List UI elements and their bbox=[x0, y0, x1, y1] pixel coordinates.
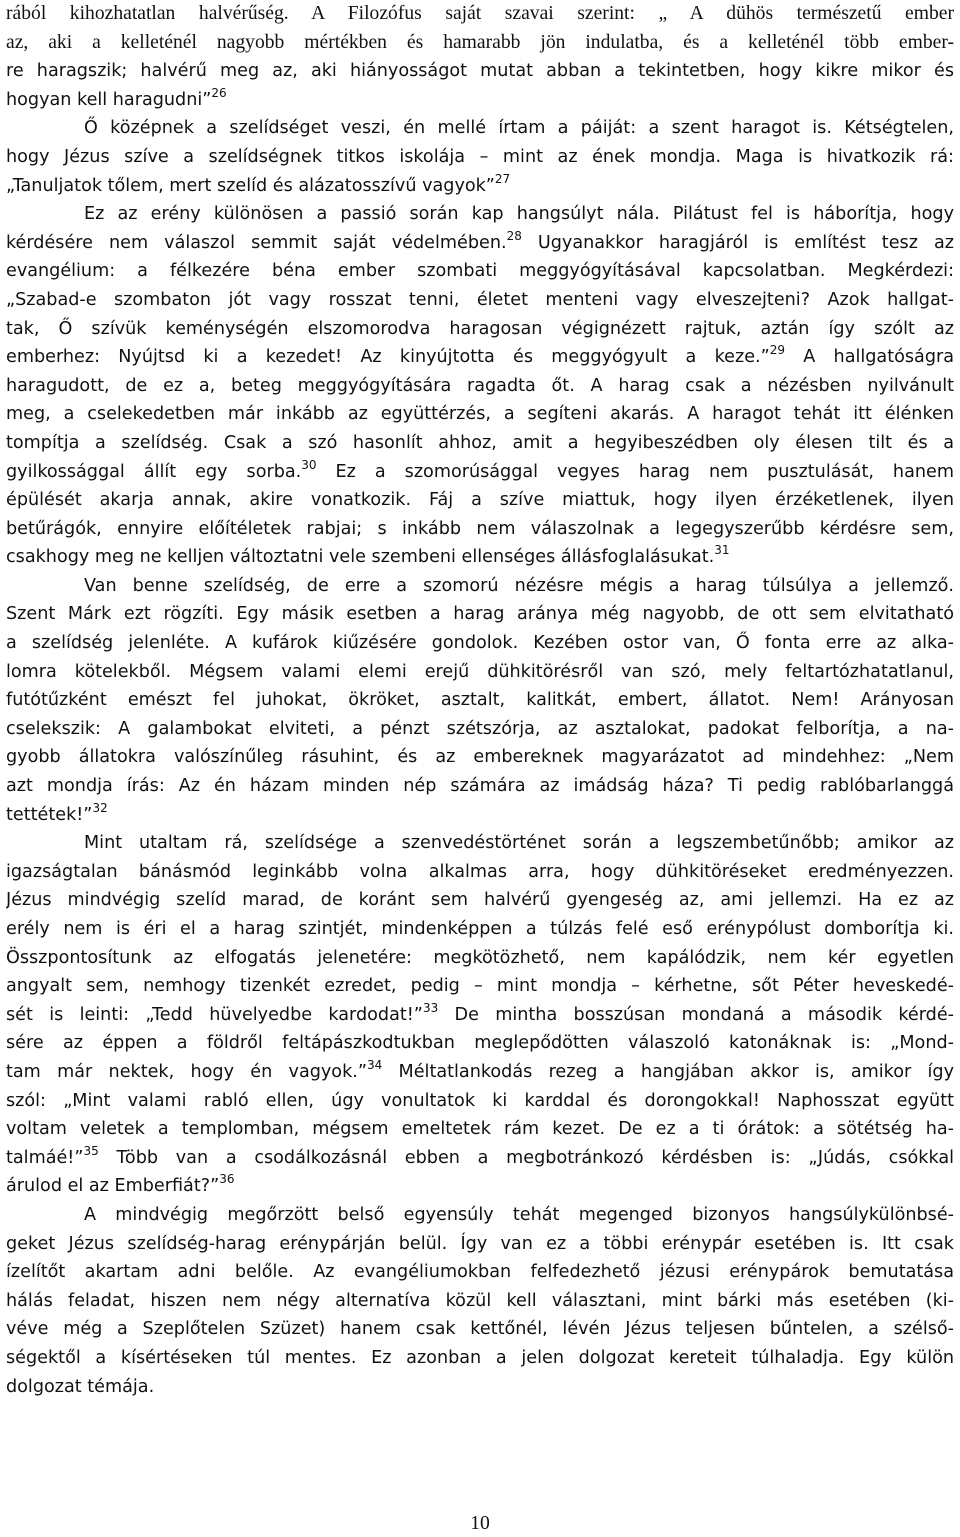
footnote-marker[interactable]: 26 bbox=[211, 85, 227, 100]
text-line bbox=[6, 772, 954, 801]
text-line bbox=[6, 858, 954, 887]
text-line bbox=[6, 486, 954, 515]
line-text: dolgozat témája. bbox=[6, 1376, 155, 1397]
footnote-marker[interactable]: 34 bbox=[366, 1057, 383, 1072]
line-text-continued: Ugyanakkor haragjáról is említést tesz az bbox=[521, 232, 954, 253]
line-text: talmáé!” bbox=[6, 1147, 84, 1168]
line-text: Ez az erény különösen a passió során kap hangsúlyt nála. Pilátust fel is háborítja, hogy bbox=[84, 204, 954, 225]
footnote-marker[interactable]: 31 bbox=[714, 543, 730, 558]
line-text: azt mondja írás: Az én házam minden nép számára az imádság háza? Ti pedig rablóbarlanggá bbox=[6, 776, 954, 797]
line-text: tam már nektek, hogy én vagyok.” bbox=[6, 1061, 367, 1082]
line-text: árulod el az Emberfiát?” bbox=[6, 1176, 220, 1197]
line-text: lomra kötelekből. Mégsem valami elemi erejű dühkitörésről van szó, mely feltartózhatatlanul, bbox=[6, 661, 954, 682]
text-line bbox=[6, 829, 954, 858]
line-text-continued: Több van a csodálkozásnál ebben a megbotránkozó kérdésben is: „Júdás, csókkal bbox=[98, 1147, 954, 1168]
text-line bbox=[6, 429, 954, 458]
line-text: evangélium: a félkezére béna ember szombati meggyógyításával kapcsolatban. Megkérdezi: bbox=[6, 261, 954, 282]
text-line bbox=[6, 515, 954, 544]
page-number: 10 bbox=[470, 1513, 490, 1534]
text-line bbox=[6, 658, 954, 687]
line-text: „Szabad-e szombaton jót vagy rosszat tenni, életet menteni vagy elveszejteni? Azok hallgat- bbox=[6, 289, 954, 310]
line-text: ízelítőt akartam adni belőle. Az evangéliumokban felfedezhető jézusi erénypárok bemutatása bbox=[6, 1262, 954, 1283]
line-text: az, aki a kelleténél nagyobb mértékben és hamarabb jön indulatba, és a kelleténél több ember- bbox=[6, 31, 954, 53]
line-text: haragudott, de ez a, beteg meggyógyítására ragadta őt. A harag csak a nézésben nyilvánult bbox=[6, 375, 954, 396]
text-line bbox=[6, 1230, 954, 1259]
line-text: tak, Ő szívük keménységén elszomorodva haragosan végignézett rajtuk, aztán így szólt az bbox=[6, 318, 954, 339]
line-text: szól: „Mint valami rabló ellen, úgy vonultatok ki karddal és dorongokkal! Naphosszat együtt bbox=[6, 1090, 954, 1111]
text-line bbox=[6, 686, 954, 715]
line-text: Van benne szelídség, de erre a szomorú nézésre mégis a harag túlsúlya a jellemző. bbox=[84, 575, 954, 596]
text-line bbox=[6, 715, 954, 744]
text-line bbox=[6, 1058, 954, 1087]
text-line bbox=[6, 1315, 954, 1344]
footnote-marker[interactable]: 29 bbox=[769, 343, 786, 358]
text-line bbox=[6, 0, 954, 29]
line-text: Mint utaltam rá, szelídsége a szenvedéstörténet során a legszembetűnőbb; amikor az bbox=[84, 833, 954, 854]
footnote-marker[interactable]: 33 bbox=[422, 1000, 439, 1015]
footnote-marker[interactable]: 32 bbox=[92, 800, 108, 815]
line-text: A mindvégig megőrzött belső egyensúly tehát megenged bizonyos hangsúlykülönbsé- bbox=[84, 1204, 954, 1225]
line-text: „Tanuljatok tőlem, mert szelíd és alázatosszívű vagyok” bbox=[6, 175, 495, 196]
line-text: tompítja a szelídség. Csak a szó hasonlít ahhoz, amit a hegyibeszédben oly élesen tilt és a bbox=[6, 432, 954, 453]
line-text: meg, a cselekedetben már inkább az együttérzés, a segíteni akarás. A haragot tehát itt élénken bbox=[6, 404, 954, 425]
text-line bbox=[6, 801, 954, 830]
line-text: voltam veletek a templomban, mégsem emeltetek rám kezet. De ez a ti órátok: a sötétség ha- bbox=[6, 1119, 954, 1140]
text-line bbox=[6, 172, 954, 201]
line-text: sére az éppen a földről feltápászkodtukban meglepődötten válaszoló katonáknak is: „Mond- bbox=[6, 1033, 954, 1054]
text-line bbox=[6, 200, 954, 229]
text-line bbox=[6, 86, 954, 115]
text-line bbox=[6, 1258, 954, 1287]
line-text: ségektől a kísértéseken túl mentes. Ez azonban a jelen dolgozat kereteit túlhaladja. Egy külön bbox=[6, 1347, 954, 1368]
line-text: Összpontosítunk az elfogatás jelenetére: megkötözhető, nem kapálódzik, nem kér egyetlen bbox=[6, 947, 954, 968]
line-text: véve még a Szeplőtelen Szüzet) hanem csak kettőnél, lévén Jézus teljesen bűntelen, a szélső- bbox=[6, 1319, 954, 1340]
text-line bbox=[6, 57, 954, 86]
text-line bbox=[6, 543, 954, 572]
line-text: erély nem is éri el a harag szintjét, mindenképpen a túlzás felé eső erénypólust domborítja ki. bbox=[6, 919, 954, 939]
text-line bbox=[6, 372, 954, 401]
text-line bbox=[6, 972, 954, 1001]
text-line bbox=[6, 229, 954, 258]
line-text: gyilkossággal állít egy sorba. bbox=[6, 461, 302, 482]
line-text: hálás feladat, hiszen nem négy alternatíva közül kell választani, mint bárki más esetében (ki- bbox=[6, 1290, 954, 1311]
line-text: kérdésére nem válaszol semmit saját védelmében. bbox=[6, 232, 507, 253]
line-text: Jézus mindvégig szelíd marad, de koránt sem halvérű gyengeség az, ami jellemzi. Ha ez az bbox=[6, 890, 954, 911]
line-text: re haragszik; halvérű meg az, aki hiányosságot mutat abban a tekintetben, hogy kikre mikor és bbox=[6, 61, 954, 82]
text-line bbox=[6, 743, 954, 772]
line-text: angyalt sem, nemhogy tizenkét ezredet, pedig – mint mondja – kérhetne, sőt Péter heveskedé- bbox=[6, 976, 954, 997]
text-line bbox=[6, 1287, 954, 1316]
text-line bbox=[6, 400, 954, 429]
line-text: futótűzként emészt fel juhokat, ökröket, asztalt, kalitkát, embert, állatot. Nem! Arányosan bbox=[6, 690, 954, 711]
text-line bbox=[6, 286, 954, 315]
text-line bbox=[6, 1087, 954, 1116]
text-line bbox=[6, 29, 954, 58]
text-line bbox=[6, 1029, 954, 1058]
text-line bbox=[6, 114, 954, 143]
footnote-marker[interactable]: 35 bbox=[83, 1143, 99, 1158]
footnote-marker[interactable]: 27 bbox=[494, 171, 511, 186]
text-line bbox=[6, 915, 954, 944]
text-line bbox=[6, 1172, 954, 1201]
line-text-continued: A hallgatóságra bbox=[785, 347, 954, 368]
text-line bbox=[6, 572, 954, 601]
line-text-continued: De mintha bosszúsan mondaná a második kérdé- bbox=[438, 1004, 954, 1025]
line-text: Ő középnek a szelídséget veszi, én mellé írtam a páiját: a szent haragot is. Kétségtelen, bbox=[84, 118, 954, 139]
text-line bbox=[6, 1115, 954, 1144]
line-text: csakhogy meg ne kelljen változtatni vele szembeni ellenséges állásfoglalásukat. bbox=[6, 547, 715, 568]
footnote-marker[interactable]: 30 bbox=[301, 457, 317, 472]
line-text: épülését akarja annak, akire vonatkozik. Fáj a szíve miattuk, hogy ilyen érzéketlenek, ilyen bbox=[6, 490, 954, 511]
line-text: rából kihozhatatlan halvérűség. A Filozófus saját szavai szerint: „ A dühös természetű ember bbox=[6, 3, 954, 24]
text-line bbox=[6, 886, 954, 915]
text-line bbox=[6, 143, 954, 172]
text-line bbox=[6, 1144, 954, 1173]
line-text: emberhez: Nyújtsd ki a kezedet! Az kinyújtotta és meggyógyult a keze.” bbox=[6, 347, 770, 368]
text-line bbox=[6, 629, 954, 658]
line-text-continued: Ez a szomorúsággal vegyes harag nem pusztulását, hanem bbox=[316, 461, 954, 482]
line-text: geket Jézus szelídség-harag erénypárján belül. Így van ez a többi erénypár esetében is. Itt csak bbox=[6, 1233, 954, 1254]
line-text: igazságtalan bánásmód leginkább volna alkalmas arra, hogy dühkitöréseket eredményezzen. bbox=[6, 861, 954, 882]
text-line bbox=[6, 1373, 954, 1402]
line-text-continued: Méltatlankodás rezeg a hangjában akkor is, amikor így bbox=[382, 1061, 954, 1082]
text-line bbox=[6, 458, 954, 487]
line-text: cselekszik: A galambokat elviteti, a pénzt szétszórja, az asztalokat, padokat felborítja, a na- bbox=[6, 718, 954, 739]
text-line bbox=[6, 343, 954, 372]
text-line bbox=[6, 257, 954, 286]
document-page bbox=[6, 0, 954, 1401]
line-text: betűrágók, ennyire előítéletek rabjai; s inkább nem válaszolnak a legegyszerűbb kérdésre sem, bbox=[6, 518, 954, 539]
line-text: Szent Márk ezt rögzíti. Egy másik esetben a harag aránya még nagyobb, de ott sem elvitatható bbox=[6, 604, 954, 625]
line-text: a szelídség jelenléte. A kufárok kiűzésére gondolok. Kezében ostor van, Ő fonta erre az alka- bbox=[6, 633, 954, 654]
footnote-marker[interactable]: 36 bbox=[219, 1172, 235, 1187]
line-text: gyobb állatokra valószínűleg rásuhint, és az embereknek magyarázatot ad mindehhez: „Nem bbox=[6, 747, 954, 768]
line-text: hogyan kell haragudni” bbox=[6, 89, 212, 110]
line-text: hogy Jézus szíve a szelídségnek titkos iskolája – mint az ének mondja. Maga is hivatkozik rá: bbox=[6, 146, 954, 167]
footnote-marker[interactable]: 28 bbox=[506, 228, 522, 243]
text-line bbox=[6, 1344, 954, 1373]
line-text: sét is leinti: „Tedd hüvelyedbe kardodat!” bbox=[6, 1004, 423, 1025]
text-line bbox=[6, 1001, 954, 1030]
text-line bbox=[6, 315, 954, 344]
text-line bbox=[6, 600, 954, 629]
line-text: tettétek!” bbox=[6, 804, 93, 825]
text-line bbox=[6, 1201, 954, 1230]
text-line bbox=[6, 944, 954, 973]
